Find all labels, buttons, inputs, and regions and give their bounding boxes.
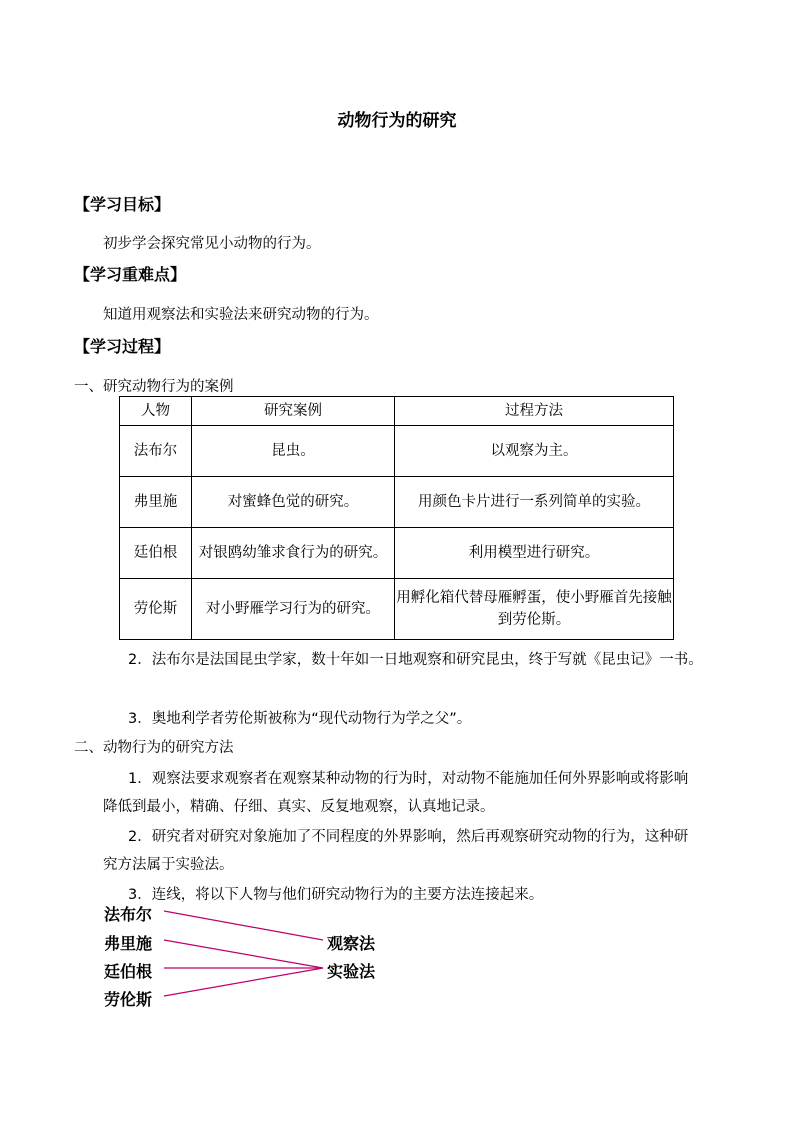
cell-method: 利用模型进行研究。 xyxy=(395,528,674,579)
note-2: 2．法布尔是法国昆虫学家，数十年如一日地观察和研究昆虫，终于写就《昆虫记》一书。 xyxy=(128,652,703,668)
header-method: 过程方法 xyxy=(395,397,674,426)
header-person: 人物 xyxy=(120,397,192,426)
note-3: 3．奥地利学者劳伦斯被称为“现代动物行为学之父”。 xyxy=(128,711,472,727)
cell-method: 用颜色卡片进行一系列简单的实验。 xyxy=(395,477,674,528)
match-line-fabre xyxy=(164,911,323,940)
cell-person: 法布尔 xyxy=(120,426,192,477)
p1-line2: 降低到最小，精确、仔细、真实、反复地观察，认真地记录。 xyxy=(103,799,495,815)
match-person-frisch: 弗里施 xyxy=(104,934,153,953)
cell-case: 对银鸥幼雏求食行为的研究。 xyxy=(192,528,395,579)
match-method-observation: 观察法 xyxy=(327,934,376,953)
cell-person: 弗里施 xyxy=(120,477,192,528)
match-person-tinbergen: 廷伯根 xyxy=(104,962,153,981)
key-text: 知道用观察法和实验法来研究动物的行为。 xyxy=(103,307,379,323)
key-heading: 【学习重难点】 xyxy=(74,265,187,284)
cell-method: 以观察为主。 xyxy=(395,426,674,477)
cell-case: 昆虫。 xyxy=(192,426,395,477)
part2-heading: 二、动物行为的研究方法 xyxy=(74,740,234,756)
header-case: 研究案例 xyxy=(192,397,395,426)
match-person-fabre: 法布尔 xyxy=(104,905,153,924)
page-title: 动物行为的研究 xyxy=(337,111,457,131)
match-line-frisch xyxy=(164,940,323,968)
match-line-lorenz xyxy=(164,968,323,996)
goal-heading: 【学习目标】 xyxy=(74,195,171,214)
part1-heading: 一、研究动物行为的案例 xyxy=(74,379,234,395)
cell-person: 劳伦斯 xyxy=(120,579,192,640)
match-person-lorenz: 劳伦斯 xyxy=(104,990,153,1009)
process-heading: 【学习过程】 xyxy=(74,337,171,356)
cell-method: 用孵化箱代替母雁孵蛋，使小野雁首先接触到劳伦斯。 xyxy=(395,579,674,640)
cell-case: 对蜜蜂色觉的研究。 xyxy=(192,477,395,528)
cell-person: 廷伯根 xyxy=(120,528,192,579)
p1-line1: 1．观察法要求观察者在观察某种动物的行为时，对动物不能施加任何外界影响或将影响 xyxy=(128,771,689,787)
p2-line1: 2．研究者对研究对象施加了不同程度的外界影响，然后再观察研究动物的行为，这种研 xyxy=(128,829,689,845)
p2-line2: 究方法属于实验法。 xyxy=(103,857,234,873)
cell-case: 对小野雁学习行为的研究。 xyxy=(192,579,395,640)
match-method-experiment: 实验法 xyxy=(327,962,376,981)
p3-instruction: 3．连线，将以下人物与他们研究动物行为的主要方法连接起来。 xyxy=(128,887,544,903)
goal-text: 初步学会探究常见小动物的行为。 xyxy=(103,236,321,252)
